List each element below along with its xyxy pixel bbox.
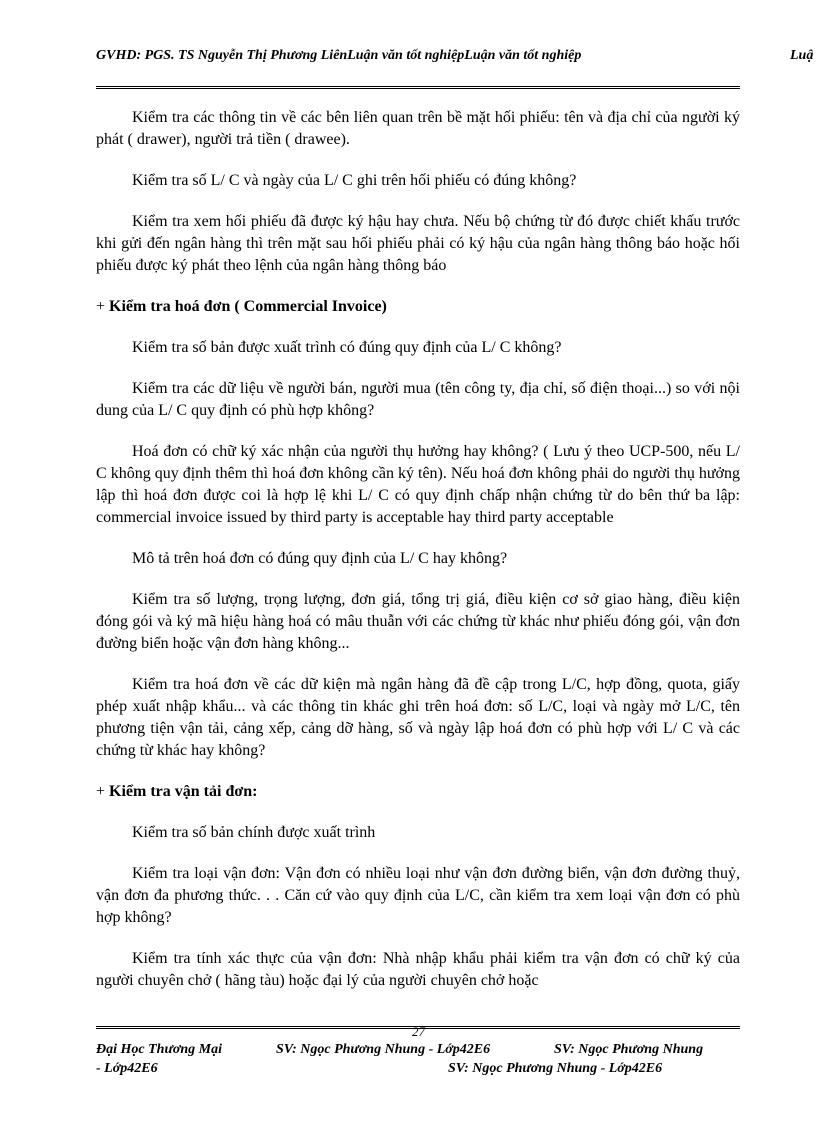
page-number: 27 — [412, 1024, 425, 1039]
paragraph: Kiểm tra số lượng, trọng lượng, đơn giá, tổng trị giá, điều kiện cơ sở giao hàng, điều kiện đóng gói và ký mã hiệu hàng hoá có mâu thuẫn với các chứng từ khác như phiếu đóng gói, vận đơn đường biển hoặc vận đơn hàng không... — [96, 591, 740, 652]
footer-student-cont: - Lớp42E6 — [96, 1061, 158, 1076]
paragraph: Kiểm tra số bản chính được xuất trình — [132, 824, 376, 841]
header-rule — [96, 86, 740, 89]
paragraph: Kiểm tra hoá đơn về các dữ kiện mà ngân hàng đã đề cập trong L/C, hợp đồng, quota, giấy phép xuất nhập khẩu... và các thông tin khác ghi trên hoá đơn: số L/C, loại và ngày mở L/C, tên phương tiện vận tải, cảng xếp, cảng dỡ hàng, số và ngày lập hoá đơn có phù hợp với L/ C và các chứng từ khác hay không? — [96, 676, 740, 759]
page-header — [96, 48, 816, 64]
paragraph: Kiểm tra số bản được xuất trình có đúng quy định của L/ C không? — [132, 339, 562, 356]
page-footer — [96, 1040, 740, 1078]
heading-title: Kiểm tra vận tải đơn: — [109, 783, 258, 800]
paragraph: Kiểm tra các thông tin về các bên liên quan trên bề mặt hối phiếu: tên và địa chỉ của người ký phát ( drawer), người trả tiền ( drawee). — [96, 109, 740, 148]
section-heading-invoice — [96, 296, 740, 318]
footer-student: SV: Ngọc Phương Nhung — [554, 1042, 704, 1057]
section-heading-transport — [96, 781, 740, 803]
paragraph: Kiểm tra các dữ liệu về người bán, người mua (tên công ty, địa chỉ, số điện thoại...) so với nội dung của L/ C quy định có phù hợp không? — [96, 380, 740, 419]
footer-student: SV: Ngọc Phương Nhung - Lớp42E6 — [276, 1042, 491, 1057]
footer-student: SV: Ngọc Phương Nhung - Lớp42E6 — [448, 1061, 663, 1076]
footer-school: Đại Học Thương Mại — [96, 1042, 222, 1057]
paragraph: Hoá đơn có chữ ký xác nhận của người thụ hưởng hay không? ( Lưu ý theo UCP-500, nếu L/ C không quy định thêm thì hoá đơn không cần ký tên). Nếu hoá đơn không phải do người thụ hưởng lập thì hoá đơn được coi là hợp lệ khi L/ C có quy định chấp nhận chứng từ do bên thứ ba lập: commercial invoice issued by third party is acceptable hay third party acceptable — [96, 443, 740, 526]
heading-prefix: + — [96, 298, 110, 315]
heading-title: Kiểm tra hoá đơn ( Commercial Invoice) — [109, 298, 387, 315]
header-right-text: Luậ — [790, 48, 814, 63]
paragraph: Mô tả trên hoá đơn có đúng quy định của L/ C hay không? — [132, 550, 508, 567]
paragraph: Kiểm tra số L/ C và ngày của L/ C ghi trên hối phiếu có đúng không? — [132, 172, 577, 189]
document-body — [96, 107, 740, 1010]
paragraph: Kiểm tra xem hối phiếu đã được ký hậu hay chưa. Nếu bộ chứng từ đó được chiết khấu trước khi gửi đến ngân hàng thì trên mặt sau hối phiếu phải có ký hậu của ngân hàng thông báo hoặc hối phiếu được ký phát theo lệnh của ngân hàng thông báo — [96, 213, 740, 274]
heading-prefix: + — [96, 783, 110, 800]
paragraph: Kiểm tra loại vận đơn: Vận đơn có nhiều loại như vận đơn đường biển, vận đơn đường thuỷ, vận đơn đa phương thức. . . Căn cứ vào quy định của L/C, cần kiểm tra xem loại vận đơn có phù hợp không? — [96, 865, 740, 926]
paragraph: Kiểm tra tính xác thực của vận đơn: Nhà nhập khẩu phải kiểm tra vận đơn có chữ ký của người chuyên chở ( hãng tàu) hoặc đại lý của người chuyên chở hoặc — [96, 950, 740, 989]
header-left-text: GVHD: PGS. TS Nguyễn Thị Phương LiênLuận văn tốt nghiệpLuận văn tốt nghiệp — [96, 48, 582, 63]
